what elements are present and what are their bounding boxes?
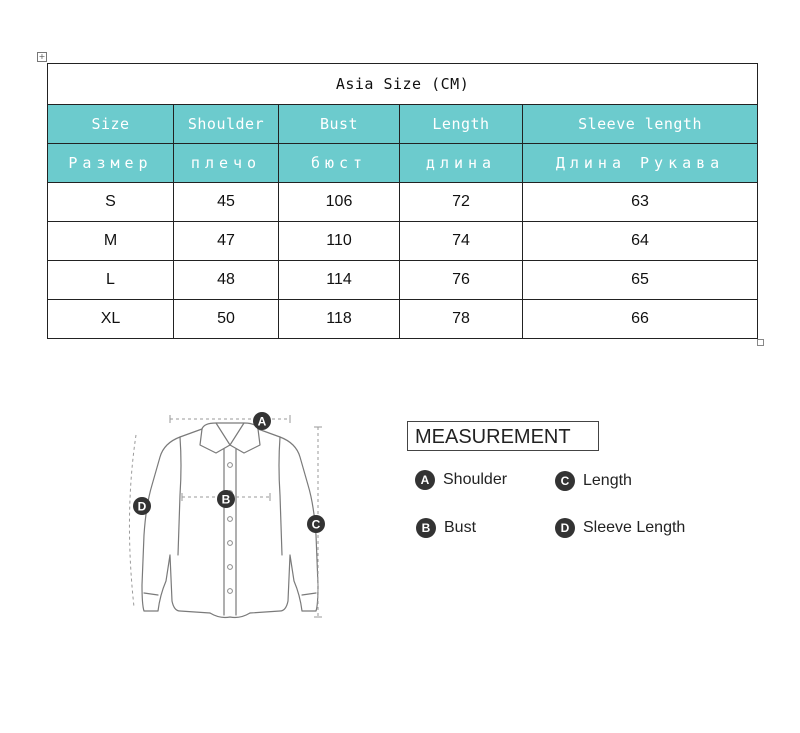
legend-label-length: Length (583, 472, 632, 489)
cell-length: 76 (400, 261, 523, 300)
cell-size: M (48, 222, 174, 261)
cell-size: S (48, 183, 174, 222)
cell-shoulder: 45 (174, 183, 279, 222)
header-bust-ru: бюст (279, 144, 400, 183)
marker-b (217, 490, 235, 508)
table-row (48, 183, 758, 222)
header-shoulder: Shoulder (174, 105, 279, 144)
table-resize-handle[interactable] (757, 339, 764, 346)
marker-c (307, 515, 325, 533)
table-row (48, 261, 758, 300)
measurement-title: MEASUREMENT (407, 421, 599, 451)
header-length: Length (400, 105, 523, 144)
header-sleeve-length-ru: Длина Рукава (523, 144, 758, 183)
header-row-english (48, 105, 758, 144)
legend-badge-a: A (415, 470, 435, 490)
header-length-ru: длина (400, 144, 523, 183)
cell-length: 74 (400, 222, 523, 261)
cell-shoulder: 47 (174, 222, 279, 261)
cell-size: XL (48, 300, 174, 339)
cell-bust: 106 (279, 183, 400, 222)
cell-sleeve-length: 63 (523, 183, 758, 222)
table-row (48, 300, 758, 339)
legend-label-bust: Bust (444, 519, 477, 536)
header-sleeve-length: Sleeve length (523, 105, 758, 144)
cell-length: 72 (400, 183, 523, 222)
legend-sleeve-length (555, 518, 685, 538)
cell-shoulder: 50 (174, 300, 279, 339)
cell-sleeve-length: 64 (523, 222, 758, 261)
shirt-diagram (120, 405, 340, 635)
marker-a (253, 412, 271, 430)
header-size-ru: Размер (48, 144, 174, 183)
header-shoulder-ru: плечо (174, 144, 279, 183)
cell-sleeve-length: 65 (523, 261, 758, 300)
svg-text:A: A (257, 414, 267, 429)
size-table (47, 63, 758, 339)
legend-length (555, 471, 632, 491)
table-move-handle[interactable]: + (38, 52, 46, 61)
legend-label-sleeve-length: Sleeve Length (583, 519, 686, 536)
svg-text:B: B (221, 492, 231, 507)
header-row-russian (48, 144, 758, 183)
svg-text:D: D (137, 499, 147, 514)
legend-bust (416, 518, 476, 538)
table-row (48, 222, 758, 261)
shirt-illustration (120, 405, 340, 630)
cell-bust: 110 (279, 222, 400, 261)
legend-shoulder (415, 470, 507, 490)
legend-badge-d: D (555, 518, 575, 538)
legend-badge-b: B (416, 518, 436, 538)
cell-length: 78 (400, 300, 523, 339)
svg-text:C: C (311, 517, 321, 532)
cell-shoulder: 48 (174, 261, 279, 300)
cell-sleeve-length: 66 (523, 300, 758, 339)
cell-size: L (48, 261, 174, 300)
header-bust: Bust (279, 105, 400, 144)
marker-d (133, 497, 151, 515)
cell-bust: 118 (279, 300, 400, 339)
legend-label-shoulder: Shoulder (443, 471, 508, 488)
table-title: Asia Size (CM) (48, 64, 758, 105)
cell-bust: 114 (279, 261, 400, 300)
header-size: Size (48, 105, 174, 144)
legend-badge-c: C (555, 471, 575, 491)
